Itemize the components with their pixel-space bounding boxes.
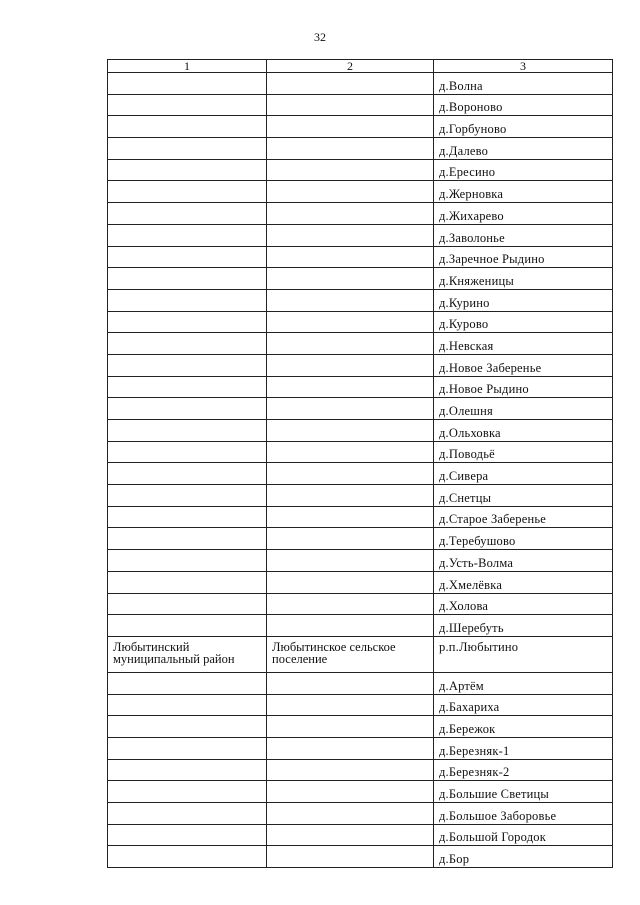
settlement-cell — [267, 116, 434, 138]
header-col-1: 1 — [108, 60, 267, 73]
table-row — [108, 485, 613, 507]
settlement-cell — [267, 737, 434, 759]
table-row — [108, 672, 613, 694]
table-row — [108, 694, 613, 716]
locality-cell: д.Большое Заборовье — [434, 803, 613, 825]
locality-cell: д.Шеребуть — [434, 615, 613, 637]
table-body — [108, 73, 613, 868]
district-cell — [108, 824, 267, 846]
locality-cell: д.Жихарево — [434, 203, 613, 225]
district-cell — [108, 694, 267, 716]
locality-cell: д.Невская — [434, 333, 613, 355]
district-cell — [108, 759, 267, 781]
locality-cell: д.Заречное Рыдино — [434, 246, 613, 268]
locality-cell: д.Бор — [434, 846, 613, 868]
table-row — [108, 615, 613, 637]
district-cell — [108, 268, 267, 290]
locality-cell: д.Ольховка — [434, 420, 613, 442]
district-cell — [108, 463, 267, 485]
district-cell — [108, 354, 267, 376]
district-cell — [108, 73, 267, 95]
district-cell — [108, 333, 267, 355]
district-cell — [108, 420, 267, 442]
table-row — [108, 593, 613, 615]
table-row — [108, 159, 613, 181]
settlement-cell — [267, 203, 434, 225]
table-row — [108, 94, 613, 116]
locality-cell: д.Большой Городок — [434, 824, 613, 846]
district-cell — [108, 550, 267, 572]
settlement-cell — [267, 441, 434, 463]
table-row — [108, 759, 613, 781]
settlement-cell — [267, 463, 434, 485]
settlement-cell — [267, 224, 434, 246]
settlement-cell — [267, 333, 434, 355]
table-row — [108, 354, 613, 376]
table-row — [108, 181, 613, 203]
locality-cell: д.Далево — [434, 138, 613, 160]
district-cell: Любытинский муниципальный район — [108, 636, 267, 672]
locality-cell: д.Ересино — [434, 159, 613, 181]
settlement-cell — [267, 159, 434, 181]
settlement-cell — [267, 846, 434, 868]
district-cell — [108, 116, 267, 138]
settlement-cell — [267, 354, 434, 376]
district-cell — [108, 672, 267, 694]
locality-cell: д.Поводьё — [434, 441, 613, 463]
table-row — [108, 571, 613, 593]
table-row — [108, 420, 613, 442]
settlement-cell — [267, 672, 434, 694]
table-row — [108, 116, 613, 138]
header-col-3: 3 — [434, 60, 613, 73]
district-cell — [108, 441, 267, 463]
table-row — [108, 636, 613, 672]
settlement-cell — [267, 824, 434, 846]
table-row — [108, 781, 613, 803]
settlement-cell — [267, 420, 434, 442]
settlement-cell — [267, 181, 434, 203]
district-cell — [108, 376, 267, 398]
settlement-cell: Любытинское сельское поселение — [267, 636, 434, 672]
table-row — [108, 550, 613, 572]
locality-cell: д.Новое Заберенье — [434, 354, 613, 376]
table-row — [108, 846, 613, 868]
table-row — [108, 203, 613, 225]
district-cell — [108, 803, 267, 825]
locality-cell: д.Курово — [434, 311, 613, 333]
locality-cell: д.Волна — [434, 73, 613, 95]
table-row — [108, 737, 613, 759]
district-cell — [108, 246, 267, 268]
locality-cell: д.Артём — [434, 672, 613, 694]
settlement-cell — [267, 485, 434, 507]
district-cell — [108, 846, 267, 868]
district-cell — [108, 737, 267, 759]
settlement-cell — [267, 246, 434, 268]
locality-cell: д.Заволонье — [434, 224, 613, 246]
settlement-cell — [267, 528, 434, 550]
table-row — [108, 441, 613, 463]
locality-cell: д.Бережок — [434, 716, 613, 738]
settlement-cell — [267, 593, 434, 615]
settlement-cell — [267, 506, 434, 528]
district-cell — [108, 593, 267, 615]
locality-cell: д.Березняк-1 — [434, 737, 613, 759]
locality-cell: д.Сивера — [434, 463, 613, 485]
header-col-2: 2 — [267, 60, 434, 73]
settlement-cell — [267, 615, 434, 637]
settlement-cell — [267, 550, 434, 572]
district-cell — [108, 94, 267, 116]
settlement-cell — [267, 289, 434, 311]
settlement-cell — [267, 571, 434, 593]
settlement-cell — [267, 694, 434, 716]
table-row — [108, 246, 613, 268]
settlement-cell — [267, 759, 434, 781]
district-cell — [108, 289, 267, 311]
settlement-cell — [267, 311, 434, 333]
table-row — [108, 311, 613, 333]
locality-cell: д.Теребушово — [434, 528, 613, 550]
locality-cell: д.Жерновка — [434, 181, 613, 203]
table-row — [108, 289, 613, 311]
table-row — [108, 138, 613, 160]
locality-cell: д.Новое Рыдино — [434, 376, 613, 398]
table-row — [108, 73, 613, 95]
district-cell — [108, 528, 267, 550]
locality-cell: р.п.Любытино — [434, 636, 613, 672]
district-cell — [108, 615, 267, 637]
settlement-cell — [267, 73, 434, 95]
settlement-cell — [267, 268, 434, 290]
locality-cell: д.Горбуново — [434, 116, 613, 138]
settlement-cell — [267, 138, 434, 160]
district-cell — [108, 203, 267, 225]
settlement-cell — [267, 376, 434, 398]
locality-cell: д.Княженицы — [434, 268, 613, 290]
table-row — [108, 376, 613, 398]
district-cell — [108, 138, 267, 160]
locality-cell: д.Холова — [434, 593, 613, 615]
locality-cell: д.Снетцы — [434, 485, 613, 507]
locality-cell: д.Усть-Волма — [434, 550, 613, 572]
locality-cell: д.Старое Заберенье — [434, 506, 613, 528]
locality-cell: д.Олешня — [434, 398, 613, 420]
district-cell — [108, 781, 267, 803]
table-row — [108, 824, 613, 846]
table-row — [108, 268, 613, 290]
district-cell — [108, 571, 267, 593]
table-row — [108, 333, 613, 355]
district-cell — [108, 181, 267, 203]
district-cell — [108, 159, 267, 181]
locality-cell: д.Большие Светицы — [434, 781, 613, 803]
table-row — [108, 224, 613, 246]
district-cell — [108, 485, 267, 507]
settlement-cell — [267, 94, 434, 116]
settlement-cell — [267, 803, 434, 825]
locality-cell: д.Курино — [434, 289, 613, 311]
settlement-cell — [267, 781, 434, 803]
settlement-cell — [267, 398, 434, 420]
table-header-row — [108, 60, 613, 73]
settlements-table — [107, 59, 613, 868]
locality-cell: д.Вороново — [434, 94, 613, 116]
locality-cell: д.Березняк-2 — [434, 759, 613, 781]
district-cell — [108, 311, 267, 333]
district-cell — [108, 398, 267, 420]
table-row — [108, 463, 613, 485]
settlement-cell — [267, 716, 434, 738]
district-cell — [108, 224, 267, 246]
locality-cell: д.Бахариха — [434, 694, 613, 716]
table-row — [108, 506, 613, 528]
page-number: 32 — [314, 30, 326, 44]
locality-cell: д.Хмелёвка — [434, 571, 613, 593]
table-row — [108, 716, 613, 738]
district-cell — [108, 506, 267, 528]
table-row — [108, 398, 613, 420]
district-cell — [108, 716, 267, 738]
table-row — [108, 803, 613, 825]
table-row — [108, 528, 613, 550]
